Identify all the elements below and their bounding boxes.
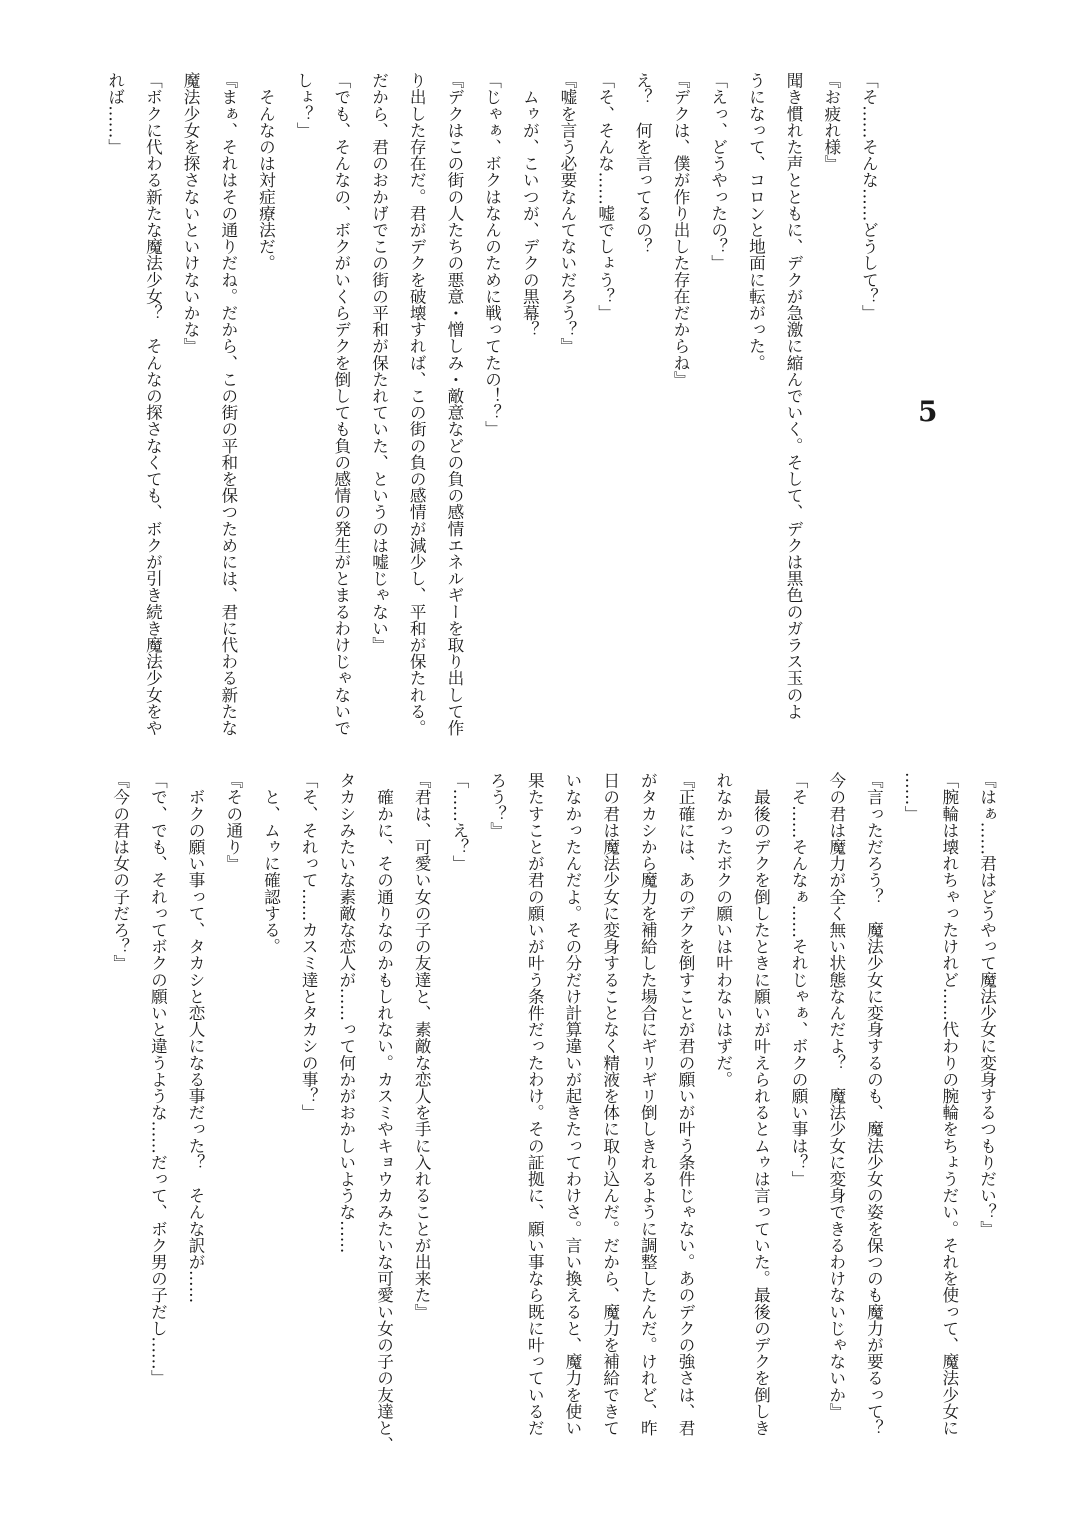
text-line: 「で、でも、それってボクの願いと違うような……だって、ボク男の子だし……」 [148,772,168,1387]
text-line: いなかったんだよ。その分だけ計算違いが起きたってわけさ。言い換えると、魔力を使い [562,772,582,1436]
text-line: 魔法少女を探さないといけないかな』 [181,72,201,355]
text-line: 聞き慣れた声とともに、デクが急激に縮んでいく。そして、デクは黒色のガラス玉のよ [784,72,804,720]
text-line: だから、君のおかげでこの街の平和が保たれていた、というのは嘘じゃない』 [369,72,389,653]
text-line: そんなのは対症療法だ。 [256,72,276,272]
text-line: 『言っただろう？ 魔法少女に変身するのも、魔法少女の姿を保つのも魔力が要るって？ [864,772,884,1436]
text-line: れば……」 [105,72,125,155]
text-line: 「腕輪は壊れちゃったけれど……代わりの腕輪をちょうだい。それを使って、魔法少女に [939,772,959,1436]
text-line: 「じゃぁ、ボクはなんのために戦ってたの！？」 [482,72,502,438]
text-line: 「ボクに代わる新たな魔法少女？ そんなの探さなくても、ボクが引き続き魔法少女をや [143,72,163,736]
text-line: れなかったボクの願いは叶わないはずだ。 [713,772,733,1088]
chapter-number: 5 [918,395,938,428]
text-line: り出した存在だ。君がデクを破壊すれば、この街の負の感情が減少し、平和が保たれる。 [407,72,427,736]
text-line: ……」 [902,772,922,822]
text-line: と、ムゥに確認する。 [261,772,281,955]
text-block-bottom [101,772,1006,1453]
text-line: え？ 何を言ってるの？ [633,72,653,255]
text-line: 『デクは、僕が作り出した存在だからね』 [671,72,690,388]
text-line: 「……え？」 [449,772,469,872]
text-line: 『はぁ……君はどうやって魔法少女に変身するつもりだい？』 [977,772,997,1237]
text-line: 「そ、それって……カスミ達とタカシの事？」 [299,772,319,1121]
text-line: 確かに、その通りなのかもしれない。カスミやキョウカみたいな可愛い女の子の友達と、 [374,772,394,1453]
text-line: しょ？」 [294,72,314,139]
text-line: 『嘘を言う必要なんてないだろう？』 [557,72,577,355]
text-line: 『デクはこの街の人たちの悪意・憎しみ・敵意などの負の感情エネルギーを取り出して作 [444,72,464,736]
text-line: タカシみたいな素敵な恋人が……って何かがおかしいような…… [336,772,356,1254]
text-line: 『正確には、あのデクを倒すことが君の願いが叶う条件じゃない。あのデクの強さは、君 [676,772,695,1436]
text-line: 今の君は魔力が全く無い状態なんだよ？ 魔法少女に変身できるわけないじゃないか』 [826,772,846,1420]
text-line: 「でも、そんなの、ボクがいくらデクを倒しても負の感情の発生がとまるわけじゃないで [331,72,351,736]
text-line: 『今の君は女の子だろ？』 [110,772,130,972]
text-line: 「えっ、どうやったの？」 [708,72,728,272]
text-line: がタカシから魔力を補給した場合にギリギリ倒しきれるように調整したんだ。けれど、昨 [638,772,658,1436]
text-line: 最後のデクを倒したときに願いが叶えられるとムゥは言っていた。最後のデクを倒しき [751,772,771,1436]
text-line: ボクの願い事って、タカシと恋人になる事だった？ そんな訳が…… [186,772,206,1304]
text-line: 果たすことが君の願いが叶う条件だったわけ。その証拠に、願い事なら既に叶っているだ [525,772,545,1436]
text-line: 『お疲れ様』 [821,72,841,172]
text-line: うになって、コロンと地面に転がった。 [746,72,766,371]
text-line: 『君は、可愛い女の子の友達と、素敵な恋人を手に入れることが出来た』 [412,772,432,1320]
text-line: 『その通り』 [223,772,243,872]
text-line: 「そ、そんな……嘘でしょう？」 [595,72,615,321]
text-line: 日の君は魔法少女に変身することなく精液を体に取り込んだ。だから、魔力を補給できて [600,772,620,1436]
text-line: 「そ……そんな……どうして？」 [859,72,879,321]
text-line: ろう？』 [487,772,507,839]
text-block-top [96,72,887,736]
text-line: 「そ……そんなぁ……それじゃぁ、ボクの願い事は？」 [789,772,809,1187]
text-line: ムゥが、こいつが、デクの黒幕？ [520,72,540,338]
text-line: 『まぁ、それはその通りだね。だから、この街の平和を保つためには、君に代わる新たな [218,72,238,736]
